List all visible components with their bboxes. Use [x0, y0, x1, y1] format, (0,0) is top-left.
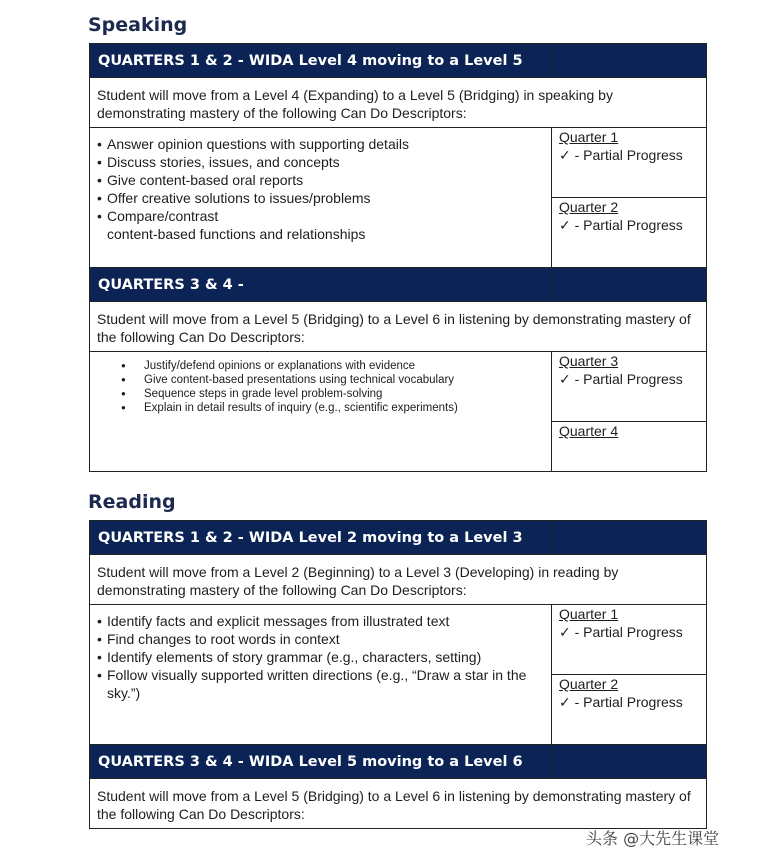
section-title-speaking: Speaking: [88, 14, 188, 36]
quarter-label: Quarter 1: [559, 129, 619, 145]
speaking-q34-intro-row: [90, 302, 707, 352]
reading-q12-descriptors: [90, 605, 552, 745]
speaking-q12-header-row: [90, 44, 707, 78]
speaking-table: [89, 43, 707, 472]
list-item: • Find changes to root words in context: [97, 630, 544, 648]
header-blank-cell: [552, 268, 707, 302]
speaking-q12-descriptors-row: [90, 128, 707, 198]
quarter-label: Quarter 3: [559, 353, 619, 369]
check-icon: ✓: [559, 695, 571, 711]
check-icon: ✓: [559, 218, 571, 234]
reading-q12-header-row: [90, 521, 707, 555]
progress-status: - Partial Progress: [574, 624, 683, 640]
list-item: ● Give content-based presentations using technical vocabulary: [97, 373, 544, 387]
list-item: • Discuss stories, issues, and concepts: [97, 153, 544, 171]
speaking-q34-descriptors: [90, 352, 552, 472]
watermark: 头条 @大先生课堂: [586, 829, 720, 848]
speaking-quarter-4-cell: [552, 422, 707, 472]
list-item: • Offer creative solutions to issues/problems: [97, 189, 544, 207]
speaking-quarter-1-cell: [552, 128, 707, 198]
speaking-q12-list: [97, 128, 544, 243]
speaking-q34-list: [97, 352, 544, 415]
progress-status: - Partial Progress: [574, 217, 683, 233]
check-icon: ✓: [559, 625, 571, 641]
reading-q34-intro: Student will move from a Level 5 (Bridging) to a Level 6 in listening by demonstrating mastery of the following Can Do Descriptors:: [90, 779, 707, 829]
list-item: [97, 207, 544, 243]
speaking-q34-descriptors-row: [90, 352, 707, 422]
speaking-q34-intro: Student will move from a Level 5 (Bridging) to a Level 6 in listening by demonstrating mastery of the following Can Do Descriptors:: [90, 302, 707, 352]
speaking-q34-header-row: [90, 268, 707, 302]
speaking-quarter-2-cell: [552, 198, 707, 268]
quarter-label: Quarter 2: [559, 199, 619, 215]
reading-q12-header: QUARTERS 1 & 2 - WIDA Level 2 moving to a Level 3: [90, 521, 552, 555]
reading-q34-intro-row: [90, 779, 707, 829]
reading-quarter-2-cell: [552, 675, 707, 745]
reading-q12-intro: Student will move from a Level 2 (Beginning) to a Level 3 (Developing) in reading by demonstrating mastery of the following Can Do Descriptors:: [90, 555, 707, 605]
speaking-quarter-3-cell: [552, 352, 707, 422]
reading-q12-intro-row: [90, 555, 707, 605]
speaking-q12-descriptors: [90, 128, 552, 268]
list-item: • Follow visually supported written directions (e.g., “Draw a star in the sky.”): [97, 666, 544, 702]
quarter-label: Quarter 2: [559, 676, 619, 692]
progress-status: - Partial Progress: [574, 694, 683, 710]
speaking-q12-intro-row: [90, 78, 707, 128]
reading-table: [89, 520, 707, 829]
reading-q12-descriptors-row: [90, 605, 707, 675]
speaking-q12-intro: Student will move from a Level 4 (Expanding) to a Level 5 (Bridging) in speaking by demonstrating mastery of the following Can Do Descriptors:: [90, 78, 707, 128]
list-item-text: Compare/contrast: [107, 208, 219, 224]
list-item: • Answer opinion questions with supporting details: [97, 135, 544, 153]
list-item: • Identify facts and explicit messages from illustrated text: [97, 612, 544, 630]
list-item: • Identify elements of story grammar (e.g., characters, setting): [97, 648, 544, 666]
list-item-continuation: content-based functions and relationships: [107, 226, 366, 242]
reading-q12-list: [97, 605, 544, 702]
list-item: ● Explain in detail results of inquiry (e.g., scientific experiments): [97, 401, 544, 415]
progress-status: - Partial Progress: [574, 371, 683, 387]
check-icon: ✓: [559, 148, 571, 164]
speaking-q34-header: QUARTERS 3 & 4 -: [90, 268, 552, 302]
quarter-label: Quarter 1: [559, 606, 619, 622]
list-item: ● Sequence steps in grade level problem-solving: [97, 387, 544, 401]
reading-q34-header-row: [90, 745, 707, 779]
check-icon: ✓: [559, 372, 571, 388]
speaking-q12-header: QUARTERS 1 & 2 - WIDA Level 4 moving to a Level 5: [90, 44, 552, 78]
progress-status: - Partial Progress: [574, 147, 683, 163]
reading-quarter-1-cell: [552, 605, 707, 675]
list-item: ● Justify/defend opinions or explanations with evidence: [97, 359, 544, 373]
reading-q34-header: QUARTERS 3 & 4 - WIDA Level 5 moving to a Level 6: [90, 745, 552, 779]
section-title-reading: Reading: [88, 491, 176, 513]
header-blank-cell: [552, 521, 707, 555]
quarter-label: Quarter 4: [559, 423, 619, 439]
list-item: • Give content-based oral reports: [97, 171, 544, 189]
header-blank-cell: [552, 44, 707, 78]
header-blank-cell: [552, 745, 707, 779]
